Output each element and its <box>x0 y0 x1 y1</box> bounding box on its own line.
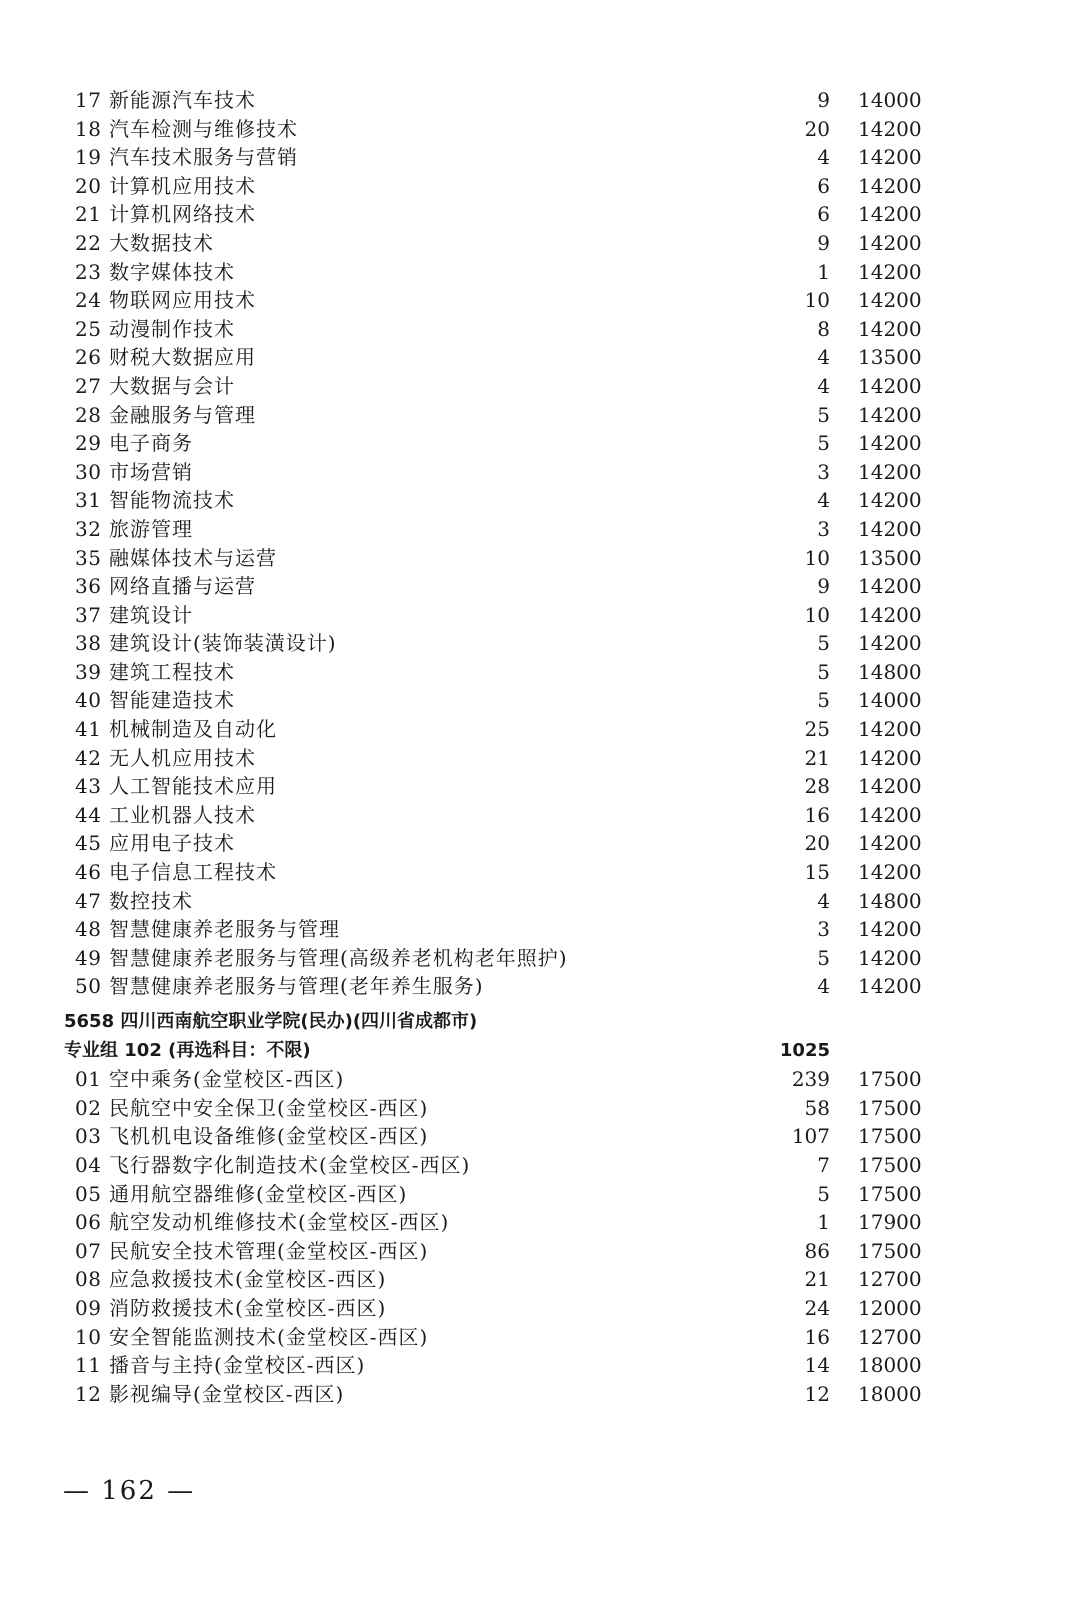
tuition-fee: 14200 <box>858 316 922 341</box>
major-name: 物联网应用技术 <box>109 288 256 313</box>
major-code: 07 <box>75 1238 102 1263</box>
major-name: 建筑工程技术 <box>109 659 235 684</box>
major-code: 47 <box>75 888 102 913</box>
major-name: 金融服务与管理 <box>109 402 256 427</box>
major-name: 市场营销 <box>109 459 193 484</box>
table-row <box>0 1151 1080 1180</box>
table-row <box>0 972 1080 1001</box>
table-row <box>0 629 1080 658</box>
tuition-fee: 14200 <box>858 745 922 770</box>
plan-count: 16 <box>804 802 830 827</box>
table-row <box>0 1237 1080 1266</box>
table-row <box>0 1323 1080 1352</box>
plan-count: 20 <box>804 116 830 141</box>
plan-count: 239 <box>791 1067 830 1092</box>
tuition-fee: 14200 <box>858 717 922 742</box>
table-row <box>0 229 1080 258</box>
tuition-fee: 13500 <box>858 545 922 570</box>
major-name: 应用电子技术 <box>109 831 235 856</box>
table-row <box>0 686 1080 715</box>
page-number: — 162 — <box>63 1476 196 1506</box>
plan-count: 6 <box>817 202 830 227</box>
major-code: 39 <box>75 659 102 684</box>
tuition-fee: 14200 <box>858 631 922 656</box>
table-row <box>0 1351 1080 1380</box>
table-row <box>0 401 1080 430</box>
major-name: 播音与主持(金堂校区-西区) <box>109 1353 366 1378</box>
group-title: 专业组 102 (再选科目：不限) <box>64 1039 311 1061</box>
major-name: 航空发动机维修技术(金堂校区-西区) <box>109 1210 450 1235</box>
major-code: 22 <box>75 230 102 255</box>
tuition-fee: 14800 <box>858 888 922 913</box>
tuition-fee: 14200 <box>858 202 922 227</box>
tuition-fee: 14200 <box>858 917 922 942</box>
plan-count: 5 <box>817 631 830 656</box>
table-row <box>0 486 1080 515</box>
major-code: 06 <box>75 1210 102 1235</box>
tuition-fee: 12000 <box>858 1295 922 1320</box>
plan-count: 9 <box>817 574 830 599</box>
table-row <box>0 115 1080 144</box>
major-code: 03 <box>75 1124 102 1149</box>
table-row <box>0 601 1080 630</box>
plan-count: 7 <box>817 1152 830 1177</box>
major-name: 电子信息工程技术 <box>109 860 277 885</box>
major-name: 智能物流技术 <box>109 488 235 513</box>
plan-count: 3 <box>817 516 830 541</box>
major-code: 32 <box>75 516 102 541</box>
major-name: 新能源汽车技术 <box>109 88 256 112</box>
major-name: 空中乘务(金堂校区-西区) <box>109 1067 345 1092</box>
plan-count: 12 <box>804 1381 830 1406</box>
major-code: 49 <box>75 945 102 970</box>
plan-count: 24 <box>804 1295 830 1320</box>
plan-count: 10 <box>804 288 830 313</box>
plan-count: 21 <box>804 1267 830 1292</box>
major-code: 04 <box>75 1152 102 1177</box>
tuition-fee: 14200 <box>858 802 922 827</box>
major-name: 计算机网络技术 <box>109 202 256 227</box>
tuition-fee: 17500 <box>858 1095 922 1120</box>
major-name: 融媒体技术与运营 <box>109 545 277 570</box>
plan-count: 4 <box>817 145 830 170</box>
major-name: 人工智能技术应用 <box>109 774 277 799</box>
table-row <box>0 858 1080 887</box>
tuition-fee: 14200 <box>858 431 922 456</box>
tuition-fee: 14200 <box>858 831 922 856</box>
major-code: 38 <box>75 631 102 656</box>
group-header-row <box>0 1037 1080 1066</box>
tuition-fee: 13500 <box>858 345 922 370</box>
major-code: 20 <box>75 173 102 198</box>
plan-count: 16 <box>804 1324 830 1349</box>
table-row <box>0 200 1080 229</box>
major-code: 43 <box>75 774 102 799</box>
major-name: 建筑设计 <box>109 602 193 627</box>
major-code: 08 <box>75 1267 102 1292</box>
major-name: 电子商务 <box>109 431 193 456</box>
tuition-fee: 14200 <box>858 860 922 885</box>
tuition-fee: 12700 <box>858 1267 922 1292</box>
table-row <box>0 172 1080 201</box>
major-name: 汽车检测与维修技术 <box>109 116 298 141</box>
plan-count: 5 <box>817 688 830 713</box>
tuition-fee: 17500 <box>858 1181 922 1206</box>
plan-count: 3 <box>817 917 830 942</box>
major-code: 23 <box>75 259 102 284</box>
major-code: 45 <box>75 831 102 856</box>
plan-count: 107 <box>791 1124 830 1149</box>
plan-count: 20 <box>804 831 830 856</box>
table-row <box>0 544 1080 573</box>
table-row <box>0 887 1080 916</box>
tuition-fee: 17500 <box>858 1152 922 1177</box>
tuition-fee: 12700 <box>858 1324 922 1349</box>
major-name: 大数据与会计 <box>109 373 235 398</box>
table-row <box>0 86 1080 115</box>
tuition-fee: 17500 <box>858 1124 922 1149</box>
table-row <box>0 915 1080 944</box>
major-code: 44 <box>75 802 102 827</box>
major-code: 40 <box>75 688 102 713</box>
major-name: 大数据技术 <box>109 230 214 255</box>
major-code: 50 <box>75 974 102 999</box>
school-title: 5658 四川西南航空职业学院(民办)(四川省成都市) <box>64 1011 478 1032</box>
table-row <box>0 143 1080 172</box>
major-code: 42 <box>75 745 102 770</box>
major-code: 25 <box>75 316 102 341</box>
plan-count: 5 <box>817 659 830 684</box>
table-row <box>0 944 1080 973</box>
major-name: 智慧健康养老服务与管理(老年养生服务) <box>109 974 484 999</box>
tuition-fee: 14200 <box>858 516 922 541</box>
plan-count: 8 <box>817 316 830 341</box>
tuition-fee: 14200 <box>858 974 922 999</box>
plan-count: 1 <box>817 259 830 284</box>
major-name: 工业机器人技术 <box>109 802 256 827</box>
major-code: 11 <box>75 1353 102 1378</box>
plan-count: 4 <box>817 345 830 370</box>
plan-count: 9 <box>817 88 830 112</box>
plan-count: 10 <box>804 602 830 627</box>
table-row <box>0 1294 1080 1323</box>
major-code: 01 <box>75 1067 102 1092</box>
table-row <box>0 801 1080 830</box>
major-name: 飞行器数字化制造技术(金堂校区-西区) <box>109 1152 471 1177</box>
tuition-fee: 14000 <box>858 688 922 713</box>
table-row <box>0 343 1080 372</box>
tuition-fee: 14200 <box>858 230 922 255</box>
table-row <box>0 429 1080 458</box>
major-list-continued <box>0 86 1080 1001</box>
plan-count: 5 <box>817 945 830 970</box>
plan-count: 28 <box>804 774 830 799</box>
tuition-fee: 14200 <box>858 173 922 198</box>
major-code: 21 <box>75 202 102 227</box>
tuition-fee: 14200 <box>858 602 922 627</box>
major-name: 机械制造及自动化 <box>109 717 277 742</box>
plan-count: 4 <box>817 373 830 398</box>
tuition-fee: 14200 <box>858 402 922 427</box>
table-row <box>0 658 1080 687</box>
major-code: 31 <box>75 488 102 513</box>
table-row <box>0 715 1080 744</box>
table-row <box>0 458 1080 487</box>
major-name: 智能建造技术 <box>109 688 235 713</box>
school-major-list <box>0 1065 1080 1408</box>
table-row <box>0 572 1080 601</box>
plan-count: 1 <box>817 1210 830 1235</box>
table-row <box>0 1122 1080 1151</box>
major-name: 智慧健康养老服务与管理 <box>109 917 340 942</box>
major-code: 41 <box>75 717 102 742</box>
table-row <box>0 1265 1080 1294</box>
major-code: 46 <box>75 860 102 885</box>
tuition-fee: 14000 <box>858 88 922 112</box>
major-code: 12 <box>75 1381 102 1406</box>
table-row <box>0 1180 1080 1209</box>
tuition-fee: 17900 <box>858 1210 922 1235</box>
table-row <box>0 1380 1080 1409</box>
table-row <box>0 286 1080 315</box>
major-name: 飞机机电设备维修(金堂校区-西区) <box>109 1124 429 1149</box>
tuition-fee: 14200 <box>858 945 922 970</box>
major-code: 02 <box>75 1095 102 1120</box>
tuition-fee: 14200 <box>858 488 922 513</box>
plan-count: 58 <box>804 1095 830 1120</box>
major-code: 24 <box>75 288 102 313</box>
table-row <box>0 744 1080 773</box>
plan-count: 3 <box>817 459 830 484</box>
major-name: 数控技术 <box>109 888 193 913</box>
school-header-row <box>0 1008 1080 1037</box>
major-code: 26 <box>75 345 102 370</box>
group-plan-count: 1025 <box>779 1039 830 1061</box>
major-code: 28 <box>75 402 102 427</box>
plan-count: 6 <box>817 173 830 198</box>
major-code: 17 <box>75 88 102 112</box>
major-name: 民航空中安全保卫(金堂校区-西区) <box>109 1095 429 1120</box>
table-row <box>0 258 1080 287</box>
table-row <box>0 772 1080 801</box>
major-code: 18 <box>75 116 102 141</box>
plan-count: 15 <box>804 860 830 885</box>
major-name: 应急救援技术(金堂校区-西区) <box>109 1267 387 1292</box>
table-row <box>0 315 1080 344</box>
plan-count: 21 <box>804 745 830 770</box>
table-row <box>0 1065 1080 1094</box>
tuition-fee: 14200 <box>858 259 922 284</box>
tuition-fee: 14200 <box>858 459 922 484</box>
major-name: 无人机应用技术 <box>109 745 256 770</box>
major-code: 36 <box>75 574 102 599</box>
tuition-fee: 18000 <box>858 1381 922 1406</box>
major-name: 智慧健康养老服务与管理(高级养老机构老年照护) <box>109 945 568 970</box>
tuition-fee: 14800 <box>858 659 922 684</box>
major-name: 数字媒体技术 <box>109 259 235 284</box>
major-name: 建筑设计(装饰装潢设计) <box>109 631 337 656</box>
school-section <box>0 1008 1080 1408</box>
major-code: 19 <box>75 145 102 170</box>
major-code: 09 <box>75 1295 102 1320</box>
table-row <box>0 372 1080 401</box>
major-code: 10 <box>75 1324 102 1349</box>
tuition-fee: 14200 <box>858 574 922 599</box>
tuition-fee: 17500 <box>858 1067 922 1092</box>
tuition-fee: 14200 <box>858 373 922 398</box>
plan-count: 4 <box>817 974 830 999</box>
major-name: 动漫制作技术 <box>109 316 235 341</box>
major-name: 消防救援技术(金堂校区-西区) <box>109 1295 387 1320</box>
major-name: 财税大数据应用 <box>109 345 256 370</box>
plan-count: 4 <box>817 888 830 913</box>
major-name: 旅游管理 <box>109 516 193 541</box>
plan-count: 25 <box>804 717 830 742</box>
tuition-fee: 14200 <box>858 116 922 141</box>
plan-count: 10 <box>804 545 830 570</box>
major-name: 影视编导(金堂校区-西区) <box>109 1381 345 1406</box>
plan-count: 5 <box>817 402 830 427</box>
major-name: 计算机应用技术 <box>109 173 256 198</box>
major-code: 35 <box>75 545 102 570</box>
tuition-fee: 17500 <box>858 1238 922 1263</box>
major-code: 30 <box>75 459 102 484</box>
plan-count: 86 <box>804 1238 830 1263</box>
tuition-fee: 14200 <box>858 288 922 313</box>
tuition-fee: 14200 <box>858 774 922 799</box>
major-code: 29 <box>75 431 102 456</box>
major-code: 48 <box>75 917 102 942</box>
plan-count: 5 <box>817 1181 830 1206</box>
major-name: 汽车技术服务与营销 <box>109 145 298 170</box>
table-row <box>0 1208 1080 1237</box>
table-row <box>0 515 1080 544</box>
major-name: 民航安全技术管理(金堂校区-西区) <box>109 1238 429 1263</box>
major-name: 安全智能监测技术(金堂校区-西区) <box>109 1324 429 1349</box>
table-row <box>0 829 1080 858</box>
plan-count: 5 <box>817 431 830 456</box>
major-name: 网络直播与运营 <box>109 574 256 599</box>
plan-count: 4 <box>817 488 830 513</box>
major-name: 通用航空器维修(金堂校区-西区) <box>109 1181 408 1206</box>
tuition-fee: 14200 <box>858 145 922 170</box>
major-code: 37 <box>75 602 102 627</box>
major-code: 05 <box>75 1181 102 1206</box>
major-code: 27 <box>75 373 102 398</box>
table-row <box>0 1094 1080 1123</box>
tuition-fee: 18000 <box>858 1353 922 1378</box>
plan-count: 14 <box>804 1353 830 1378</box>
plan-count: 9 <box>817 230 830 255</box>
